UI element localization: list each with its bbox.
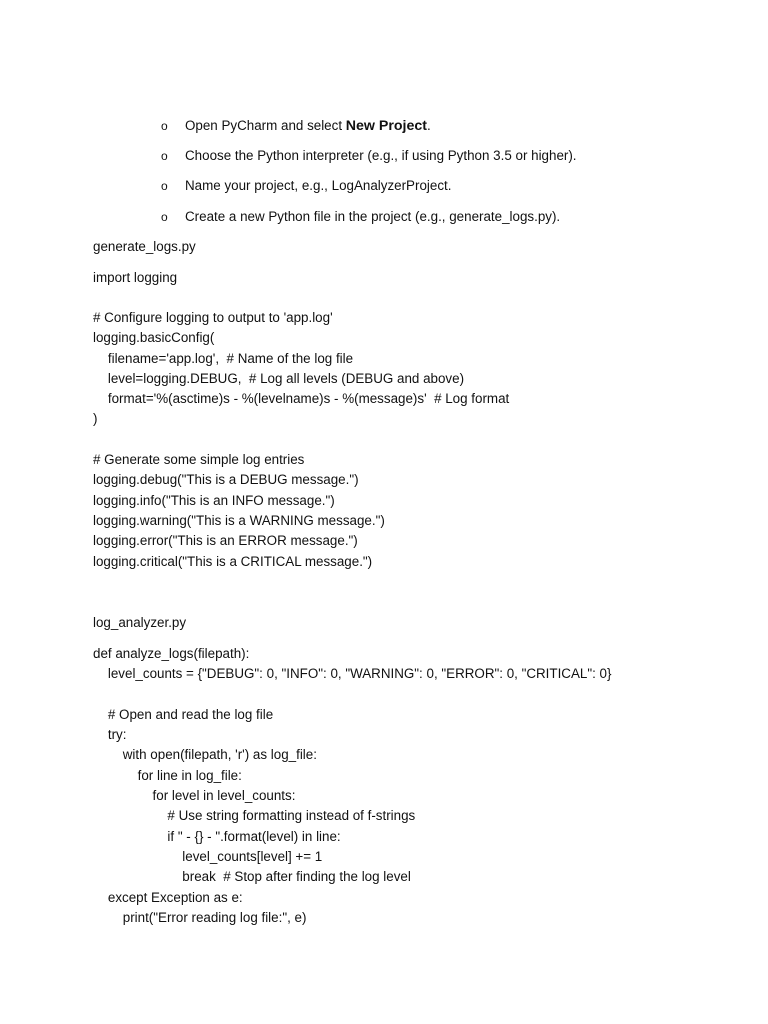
code-line: logging.critical("This is a CRITICAL message.") bbox=[93, 553, 373, 569]
bold-term: New Project bbox=[345, 118, 427, 134]
code-line: filename='app.log', # Name of the log file bbox=[93, 350, 354, 366]
code-line: logging.info("This is an INFO message.") bbox=[93, 492, 335, 508]
code-line: logging.debug("This is a DEBUG message.") bbox=[93, 472, 359, 488]
code-line: # Generate some simple log entries bbox=[93, 452, 305, 468]
code-line: if " - {} - ".format(level) in line: bbox=[93, 828, 341, 844]
code-line: print("Error reading log file:", e) bbox=[93, 909, 307, 925]
file-heading-log-analyzer: log_analyzer.py bbox=[93, 615, 187, 630]
list-item bbox=[0, 116, 768, 146]
code-line: logging.warning("This is a WARNING message.") bbox=[93, 512, 385, 528]
code-line: except Exception as e: bbox=[93, 889, 243, 905]
code-line: ) bbox=[93, 411, 98, 427]
import-line: import logging bbox=[93, 270, 178, 285]
list-item-text-part: Open PyCharm and select bbox=[185, 118, 346, 133]
code-line: # Configure logging to output to 'app.log' bbox=[93, 310, 333, 325]
file-heading-generate-logs: generate_logs.py bbox=[93, 239, 196, 254]
code-line: logging.error("This is an ERROR message.") bbox=[93, 533, 358, 549]
code-line: level=logging.DEBUG, # Log all levels (DEBUG and above) bbox=[93, 370, 465, 386]
list-item bbox=[0, 146, 768, 176]
code-line: for line in log_file: bbox=[93, 767, 242, 783]
code-line: # Use string formatting instead of f-strings bbox=[93, 808, 416, 824]
list-item-text: Choose the Python interpreter (e.g., if using Python 3.5 or higher). bbox=[185, 148, 577, 164]
list-item-text bbox=[185, 116, 431, 136]
code-line: with open(filepath, 'r') as log_file: bbox=[93, 747, 317, 763]
code-line: break # Stop after finding the log level bbox=[93, 869, 411, 885]
bullet-marker: o bbox=[161, 209, 168, 224]
list-item-text-part: . bbox=[427, 118, 431, 133]
code-line bbox=[93, 685, 611, 705]
code-line: for level in level_counts: bbox=[93, 788, 296, 804]
code-line: format='%(asctime)s - %(levelname)s - %(message)s' # Log format bbox=[93, 391, 510, 407]
code-line: level_counts = {"DEBUG": 0, "INFO": 0, "WARNING": 0, "ERROR": 0, "CRITICAL": 0} bbox=[93, 666, 612, 682]
code-line: level_counts[level] += 1 bbox=[93, 848, 323, 864]
code-block-log-analyzer bbox=[93, 644, 611, 928]
code-line: try: bbox=[93, 727, 127, 743]
list-item bbox=[0, 207, 768, 237]
code-block-generate-logs bbox=[93, 308, 509, 572]
instruction-list bbox=[0, 116, 768, 237]
bullet-marker: o bbox=[161, 149, 168, 164]
bullet-marker: o bbox=[161, 179, 168, 194]
bullet-marker: o bbox=[161, 119, 168, 133]
code-line bbox=[93, 430, 509, 450]
list-item bbox=[0, 176, 768, 206]
list-item-text: Name your project, e.g., LogAnalyzerProject. bbox=[185, 178, 452, 194]
list-item-text: Create a new Python file in the project (e.g., generate_logs.py). bbox=[185, 208, 561, 224]
code-line: # Open and read the log file bbox=[93, 706, 274, 722]
code-line: def analyze_logs(filepath): bbox=[93, 646, 250, 661]
code-line: logging.basicConfig( bbox=[93, 330, 215, 346]
